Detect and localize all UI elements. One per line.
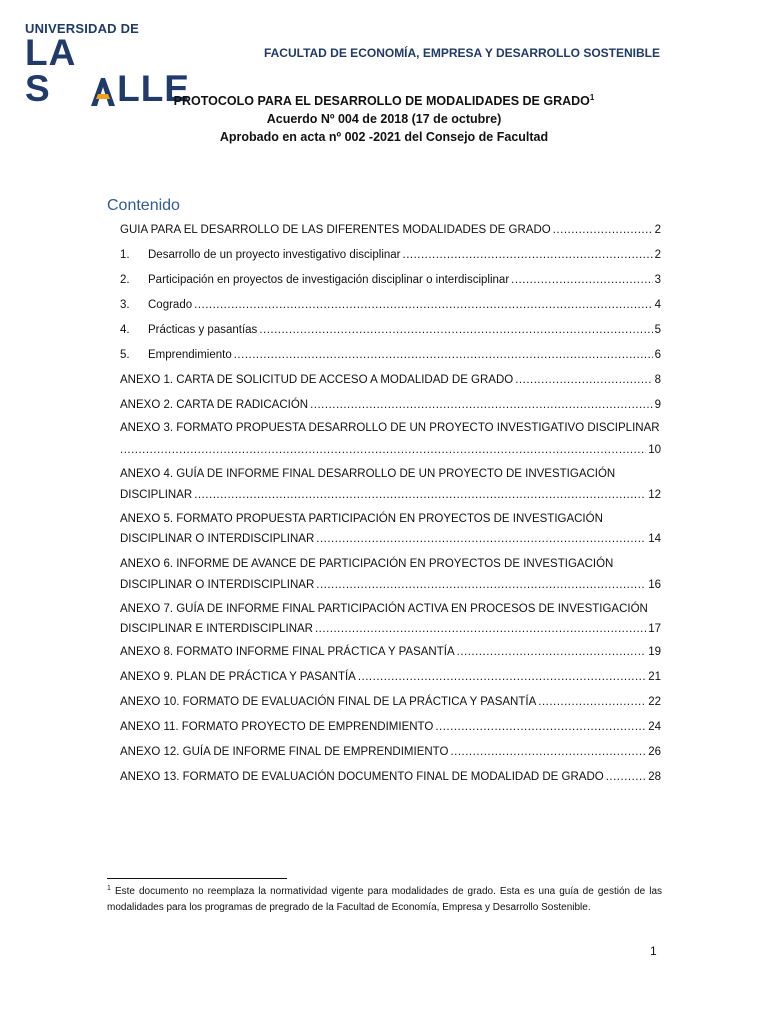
- toc-entry-label: Emprendimiento: [148, 349, 232, 361]
- toc-entry-label: ANEXO 12. GUÍA DE INFORME FINAL DE EMPRENDIMIENTO: [120, 746, 449, 758]
- toc-entry-annex-7[interactable]: [120, 597, 661, 615]
- toc-entry-label: ANEXO 11. FORMATO PROYECTO DE EMPRENDIMIENTO: [120, 721, 434, 733]
- toc-leader-dots: [538, 696, 646, 708]
- toc-entry-number: 2.: [120, 274, 130, 286]
- approval-line: Aprobado en acta nº 002 -2021 del Consejo de Facultad: [219, 130, 549, 144]
- logo-wordmark-left: LA S: [25, 32, 75, 109]
- toc-entry-label-cont: DISCIPLINAR O INTERDISCIPLINAR: [120, 579, 315, 591]
- toc-entry-page: 2: [654, 224, 661, 236]
- agreement-line: Acuerdo Nº 004 de 2018 (17 de octubre): [266, 112, 502, 126]
- toc-entry-page: 3: [654, 274, 661, 286]
- footnote-separator: [107, 878, 287, 879]
- toc-entry-label: ANEXO 13. FORMATO DE EVALUACIÓN DOCUMENTO FINAL DE MODALIDAD DE GRADO: [120, 771, 604, 783]
- toc-entry-page: 8: [654, 374, 661, 386]
- toc-entry-3[interactable]: [120, 293, 661, 311]
- toc-entry-annex-6-cont[interactable]: [120, 573, 661, 591]
- toc-entry-annex-13[interactable]: [120, 765, 661, 783]
- toc-entry-label: ANEXO 9. PLAN DE PRÁCTICA Y PASANTÍA: [120, 671, 356, 683]
- faculty-header: FACULTAD DE ECONOMÍA, EMPRESA Y DESARROLLO SOSTENIBLE: [263, 46, 660, 60]
- toc-leader-dots: [403, 249, 653, 261]
- toc-entry-number: 3.: [120, 299, 130, 311]
- toc-entry-page: 6: [654, 349, 661, 361]
- toc-entry-page: 10: [648, 444, 661, 456]
- toc-entry-label: ANEXO 7. GUÍA DE INFORME FINAL PARTICIPACIÓN ACTIVA EN PROCESOS DE INVESTIGACIÓN: [120, 603, 648, 615]
- toc-leader-dots: [515, 374, 652, 386]
- footnote: [107, 884, 662, 916]
- toc-entry-page: 4: [654, 299, 661, 311]
- toc-entry-page: 16: [648, 579, 661, 591]
- toc-entry-page: 19: [648, 646, 661, 658]
- toc-leader-dots: [316, 579, 646, 591]
- toc-entry-page: 14: [648, 533, 661, 545]
- toc-leader-dots: [450, 746, 646, 758]
- toc-entry-label-cont: DISCIPLINAR E INTERDISCIPLINAR: [120, 623, 313, 635]
- toc-entry-label: Prácticas y pasantías: [148, 324, 258, 336]
- toc-entry-label: ANEXO 8. FORMATO INFORME FINAL PRÁCTICA Y PASANTÍA: [120, 646, 455, 658]
- toc-entry-guide[interactable]: [120, 218, 661, 236]
- toc-entry-annex-10[interactable]: [120, 690, 661, 708]
- toc-entry-page: 28: [648, 771, 661, 783]
- logo-top-text: UNIVERSIDAD DE: [25, 21, 140, 36]
- toc-entry-page: 26: [648, 746, 661, 758]
- title-line-1: PROTOCOLO PARA EL DESARROLLO DE MODALIDADES DE GRADO: [173, 94, 590, 108]
- toc-entry-annex-3[interactable]: [120, 416, 661, 434]
- toc-entry-annex-1[interactable]: [120, 368, 661, 386]
- toc-leader-dots: [435, 721, 646, 733]
- logo-wordmark-right: LLE: [117, 68, 190, 109]
- footnote-text: Este documento no reemplaza la normatividad vigente para modalidades de grado. Esta es una guía de gestión de las modalidades para los programas de pregrado de la Facultad de Economía, Empresa y Desarrollo Sostenible.: [107, 886, 663, 913]
- toc-entry-label: Participación en proyectos de investigación disciplinar o interdisciplinar: [148, 274, 510, 286]
- toc-entry-number: 1.: [120, 249, 130, 261]
- toc-leader-dots: [120, 444, 646, 456]
- toc-leader-dots: [358, 671, 646, 683]
- toc-entry-annex-11[interactable]: [120, 715, 661, 733]
- toc-leader-dots: [259, 324, 652, 336]
- footnote-mark: 1: [107, 885, 111, 892]
- toc-leader-dots: [457, 646, 647, 658]
- toc-entry-page: 24: [648, 721, 661, 733]
- toc-entry-page: 21: [648, 671, 661, 683]
- toc-entry-annex-6[interactable]: [120, 552, 661, 570]
- toc-leader-dots: [315, 623, 646, 635]
- toc-entry-annex-5[interactable]: [120, 507, 661, 525]
- toc-leader-dots: [194, 299, 652, 311]
- toc-entry-1[interactable]: [120, 243, 661, 261]
- toc-entry-label: Desarrollo de un proyecto investigativo disciplinar: [148, 249, 401, 261]
- toc-entry-2[interactable]: [120, 268, 661, 286]
- toc-entry-number: 4.: [120, 324, 130, 336]
- toc-entry-label: ANEXO 1. CARTA DE SOLICITUD DE ACCESO A MODALIDAD DE GRADO: [120, 374, 514, 386]
- toc-entry-page: 17: [648, 623, 661, 635]
- toc-entry-label: ANEXO 6. INFORME DE AVANCE DE PARTICIPACIÓN EN PROYECTOS DE INVESTIGACIÓN: [120, 558, 614, 570]
- toc-entry-annex-8[interactable]: [120, 640, 661, 658]
- toc-entry-page: 22: [648, 696, 661, 708]
- toc-entry-annex-4-cont[interactable]: [120, 483, 661, 501]
- toc-entry-page: 9: [654, 399, 661, 411]
- toc-entry-annex-4[interactable]: [120, 462, 661, 480]
- toc-leader-dots: [606, 771, 646, 783]
- toc-entry-annex-9[interactable]: [120, 665, 661, 683]
- page-number: 1: [650, 944, 657, 958]
- document-title: [0, 92, 768, 110]
- toc-entry-label: ANEXO 4. GUÍA DE INFORME FINAL DESARROLLO DE UN PROYECTO DE INVESTIGACIÓN: [120, 468, 616, 480]
- toc-entry-label-cont: DISCIPLINAR: [120, 489, 193, 501]
- toc-leader-dots: [310, 399, 653, 411]
- toc-entry-annex-12[interactable]: [120, 740, 661, 758]
- toc-entry-page: 5: [654, 324, 661, 336]
- toc-entry-annex-5-cont[interactable]: [120, 527, 661, 545]
- toc-entry-number: 5.: [120, 349, 130, 361]
- toc-leader-dots: [553, 224, 653, 236]
- toc-leader-dots: [511, 274, 652, 286]
- toc-entry-label: ANEXO 5. FORMATO PROPUESTA PARTICIPACIÓN EN PROYECTOS DE INVESTIGACIÓN: [120, 513, 603, 525]
- toc-entry-label: ANEXO 10. FORMATO DE EVALUACIÓN FINAL DE LA PRÁCTICA Y PASANTÍA: [120, 696, 537, 708]
- toc-entry-page: 12: [648, 489, 661, 501]
- title-footnote-mark[interactable]: 1: [589, 93, 595, 102]
- toc-entry-annex-7-cont[interactable]: [120, 617, 661, 635]
- toc-entry-label: Cogrado: [148, 299, 193, 311]
- toc-leader-dots: [316, 533, 646, 545]
- toc-entry-annex-3-cont[interactable]: [120, 438, 661, 456]
- toc-entry-label: ANEXO 2. CARTA DE RADICACIÓN: [120, 399, 309, 411]
- document-title-block: [0, 92, 768, 146]
- contents-heading: Contenido: [107, 197, 180, 214]
- toc-entry-annex-2[interactable]: [120, 393, 661, 411]
- toc-entry-label-cont: DISCIPLINAR O INTERDISCIPLINAR: [120, 533, 315, 545]
- toc-entry-4[interactable]: [120, 318, 661, 336]
- toc-entry-5[interactable]: [120, 343, 661, 361]
- toc-entry-label: GUIA PARA EL DESARROLLO DE LAS DIFERENTES MODALIDADES DE GRADO: [120, 224, 551, 236]
- university-logo: [25, 21, 190, 109]
- toc-entry-label: ANEXO 3. FORMATO PROPUESTA DESARROLLO DE UN PROYECTO INVESTIGATIVO DISCIPLINAR: [120, 422, 660, 434]
- toc-leader-dots: [234, 349, 653, 361]
- toc-leader-dots: [194, 489, 646, 501]
- toc-entry-page: 2: [654, 249, 661, 261]
